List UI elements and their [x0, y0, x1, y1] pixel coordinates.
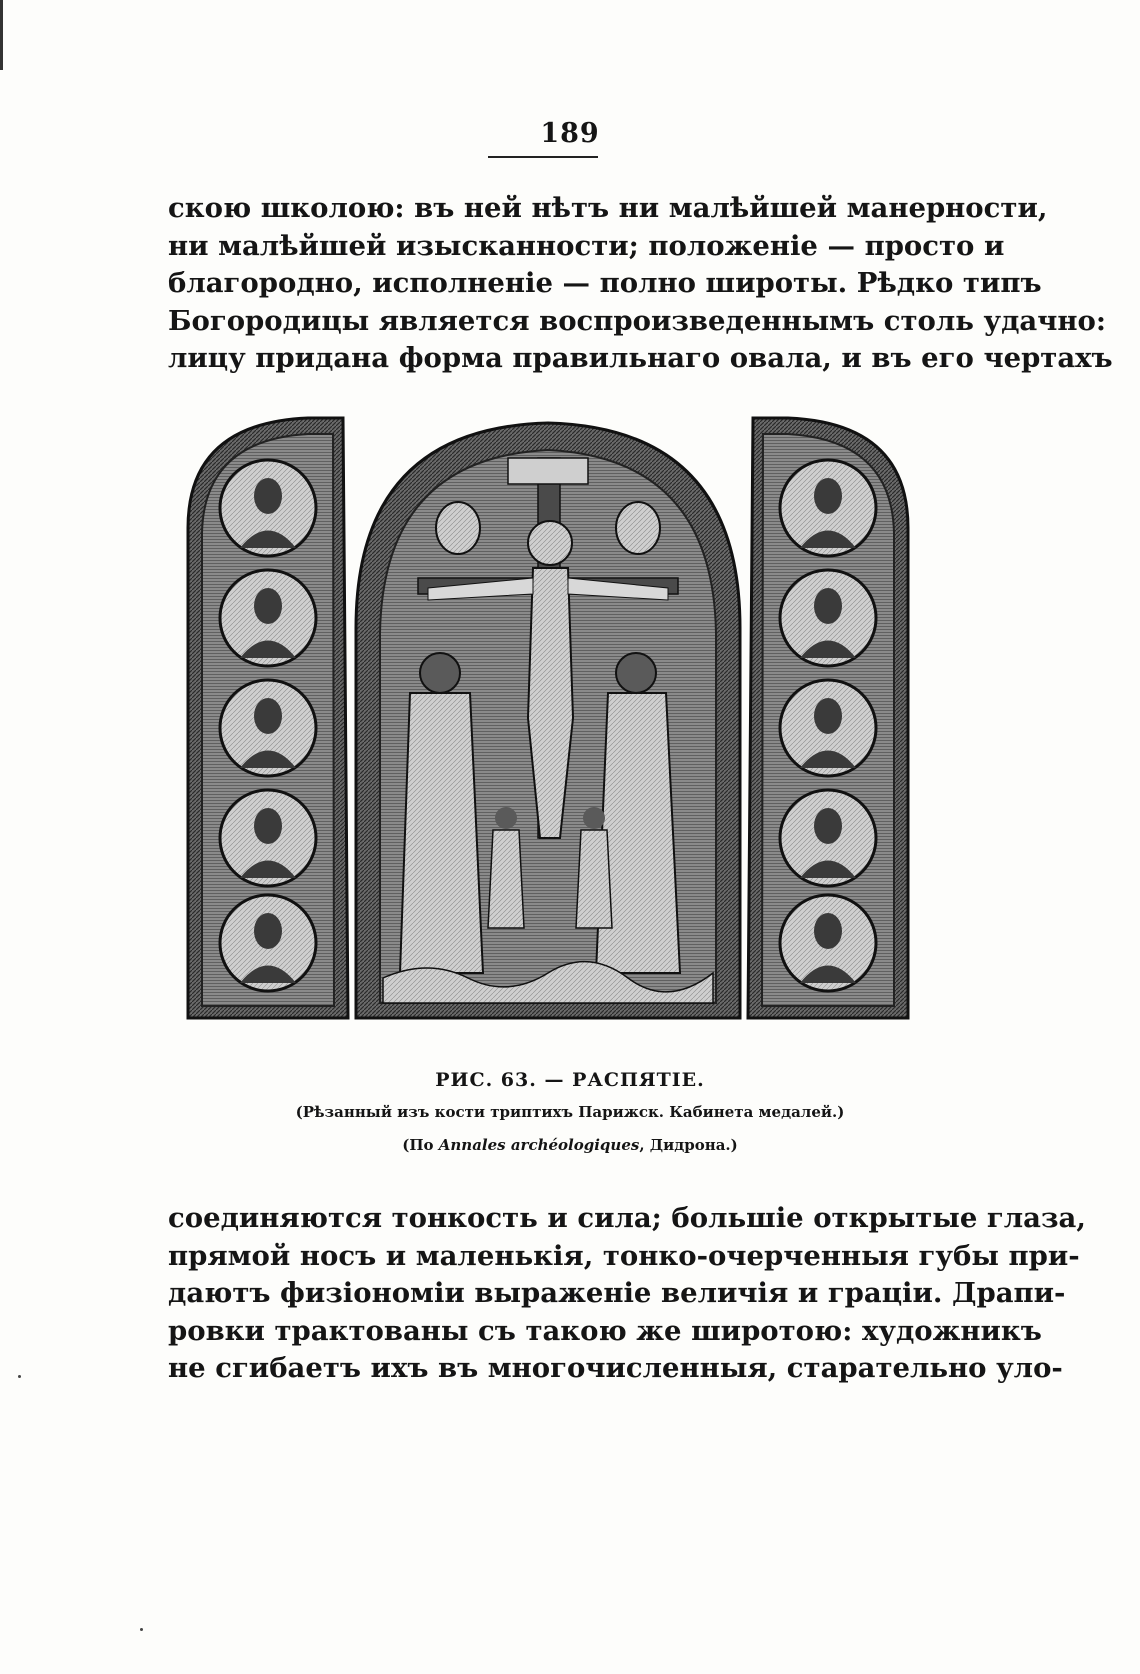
text-line: прямой носъ и маленькія, тонко-очерченныя губы при- — [168, 1239, 1080, 1272]
text-line: Богородицы является воспроизведеннымъ столь удачно: — [168, 304, 1106, 337]
figure-caption-title: РИС. 63. — РАСПЯТІЕ. — [435, 1069, 705, 1091]
text-line: лицу придана форма правильнаго овала, и въ его чертахъ — [168, 342, 1113, 374]
text-line: даютъ физіономіи выраженіе величія и граціи. Драпи- — [168, 1277, 1066, 1309]
credit-prefix: (По — [402, 1136, 439, 1154]
right-wing — [748, 418, 908, 1018]
left-wing — [188, 418, 348, 1018]
text-line: скою школою: въ ней нѣтъ ни малѣйшей манерности, — [168, 192, 1048, 224]
body-text-bottom — [168, 1200, 1086, 1388]
text-line: соединяются тонкость и сила; большіе открытые глаза, — [168, 1202, 1086, 1234]
scan-edge-mark — [0, 0, 3, 70]
scan-speck — [18, 1375, 21, 1378]
credit-italic-title: Annales archéologiques — [438, 1136, 640, 1154]
page-number-rule — [488, 156, 598, 158]
text-line: ровки трактованы съ такою же широтою: художникъ — [168, 1314, 1042, 1347]
text-line: ни малѣйшей изысканности; положеніе — просто и — [168, 229, 1005, 262]
central-panel — [356, 423, 740, 1018]
scan-speck — [140, 1628, 143, 1631]
body-text-top — [168, 190, 1113, 378]
text-line: не сгибаетъ ихъ въ многочисленныя, старательно уло- — [168, 1352, 1063, 1384]
figure-caption-source: (Рѣзанный изъ кости триптихъ Парижск. Кабинета медалей.) — [295, 1103, 845, 1121]
page-number: 189 — [540, 118, 600, 149]
credit-suffix: , Дидрона.) — [639, 1136, 738, 1154]
triptych-engraving — [188, 418, 908, 1038]
figure-caption-credit — [0, 1136, 1140, 1154]
text-line: благородно, исполненіе — полно широты. Рѣдко типъ — [168, 267, 1042, 299]
